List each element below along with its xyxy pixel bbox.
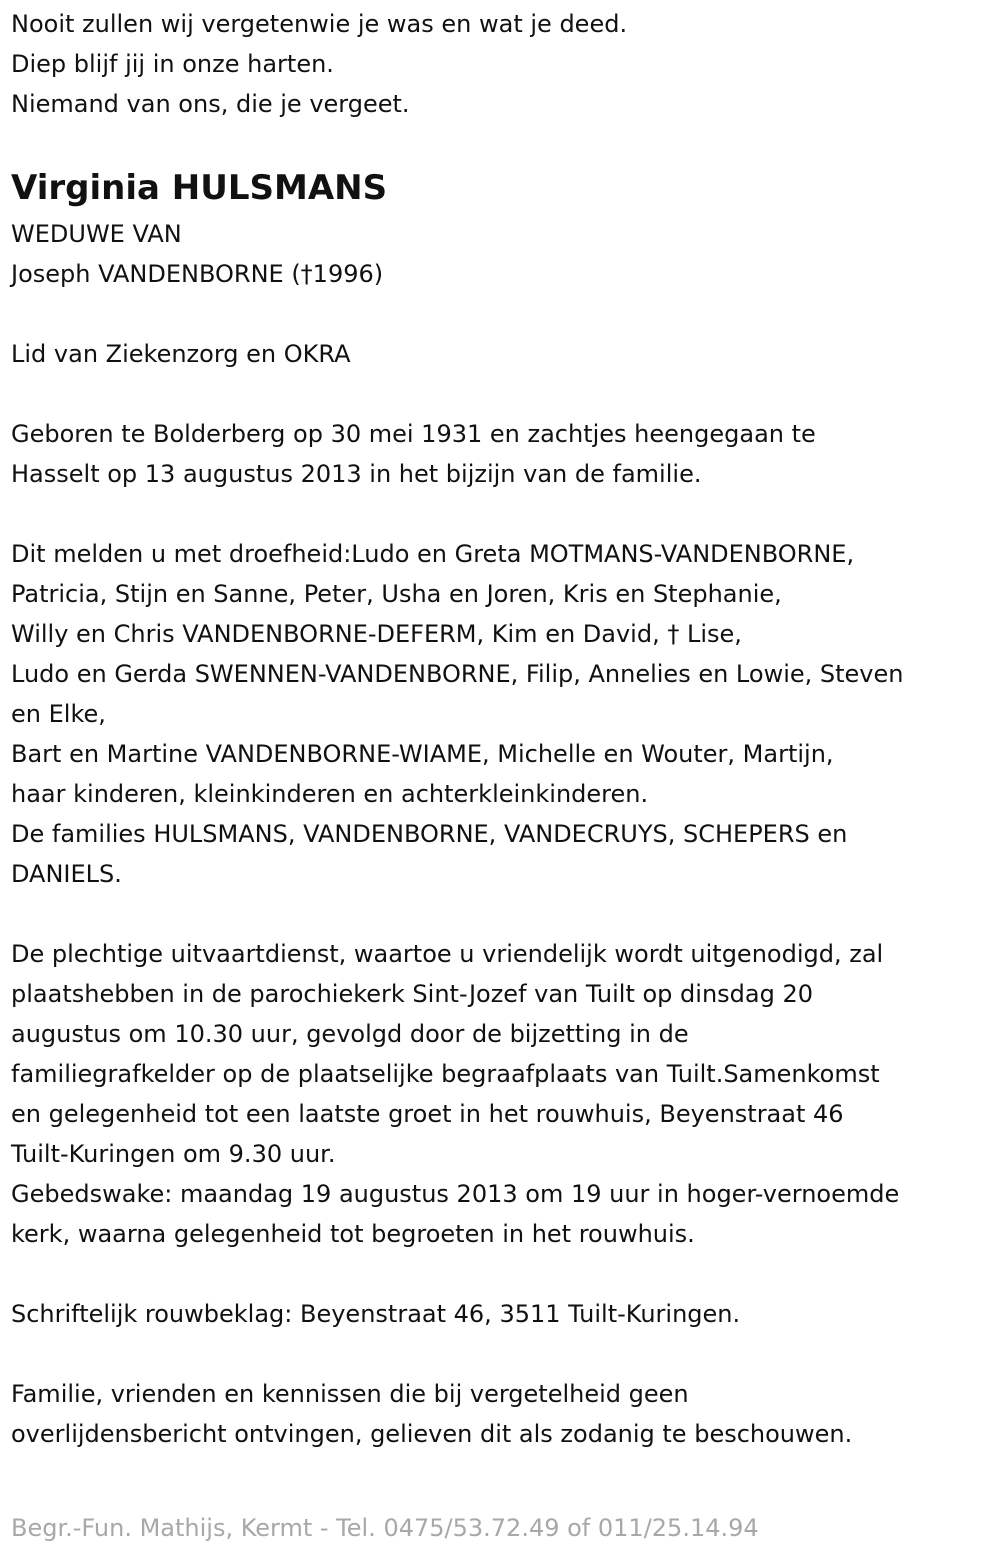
spouse-name: Joseph VANDENBORNE (†1996) [11,260,384,288]
condolence-address: Schriftelijk rouwbeklag: Beyenstraat 46, 3511 Tuilt-Kuringen. [11,1300,741,1328]
text-line: Patricia, Stijn en Sanne, Peter, Usha en Joren, Kris en Stephanie, [11,580,782,608]
text-line: Willy en Chris VANDENBORNE-DEFERM, Kim en David, † Lise, [11,620,742,648]
text-line: Gebedswake: maandag 19 augustus 2013 om 19 uur in hoger-vernoemde [11,1180,900,1208]
spacer [11,294,990,334]
text-line: Dit melden u met droefheid:Ludo en Greta MOTMANS-VANDENBORNE, [11,540,855,568]
text-line: haar kinderen, kleinkinderen en achterkleinkinderen. [11,780,649,808]
family-paragraph [11,534,990,894]
deceased-name: Virginia HULSMANS [11,168,388,208]
text-line: De families HULSMANS, VANDENBORNE, VANDECRUYS, SCHEPERS en [11,820,848,848]
membership: Lid van Ziekenzorg en OKRA [11,340,351,368]
spacer [11,1334,990,1374]
poem [11,4,990,124]
poem-line: Niemand van ons, die je vergeet. [11,90,410,118]
text-line: DANIELS. [11,860,122,888]
poem-line: Diep blijf jij in onze harten. [11,50,334,78]
widow-status: WEDUWE VAN [11,220,182,248]
spacer [11,374,990,414]
text-line: plaatshebben in de parochiekerk Sint-Jozef van Tuilt op dinsdag 20 [11,980,814,1008]
funeral-home-footer: Begr.-Fun. Mathijs, Kermt - Tel. 0475/53.72.49 of 011/25.14.94 [11,1514,759,1542]
text-line: Ludo en Gerda SWENNEN-VANDENBORNE, Filip, Annelies en Lowie, Steven [11,660,904,688]
birth-death-paragraph [11,414,990,494]
text-line: Tuilt-Kuringen om 9.30 uur. [11,1140,336,1168]
spacer [11,1254,990,1294]
spacer [11,124,990,164]
text-line: Bart en Martine VANDENBORNE-WIAME, Michelle en Wouter, Martijn, [11,740,834,768]
spacer [11,894,990,934]
text-line: kerk, waarna gelegenheid tot begroeten in het rouwhuis. [11,1220,695,1248]
text-line: De plechtige uitvaartdienst, waartoe u vriendelijk wordt uitgenodigd, zal [11,940,884,968]
spacer [11,1454,990,1494]
text-line: augustus om 10.30 uur, gevolgd door de bijzetting in de [11,1020,689,1048]
notice-paragraph [11,1374,990,1454]
text-line: en gelegenheid tot een laatste groet in het rouwhuis, Beyenstraat 46 [11,1100,844,1128]
ceremony-paragraph [11,934,990,1254]
text-line: Hasselt op 13 augustus 2013 in het bijzijn van de familie. [11,460,702,488]
text-line: Familie, vrienden en kennissen die bij vergetelheid geen [11,1380,689,1408]
text-line: Geboren te Bolderberg op 30 mei 1931 en zachtjes heengegaan te [11,420,816,448]
text-line: en Elke, [11,700,106,728]
text-line: overlijdensbericht ontvingen, gelieven dit als zodanig te beschouwen. [11,1420,853,1448]
spacer [11,494,990,534]
text-line: familiegrafkelder op de plaatselijke begraafplaats van Tuilt.Samenkomst [11,1060,880,1088]
poem-line: Nooit zullen wij vergetenwie je was en wat je deed. [11,10,628,38]
